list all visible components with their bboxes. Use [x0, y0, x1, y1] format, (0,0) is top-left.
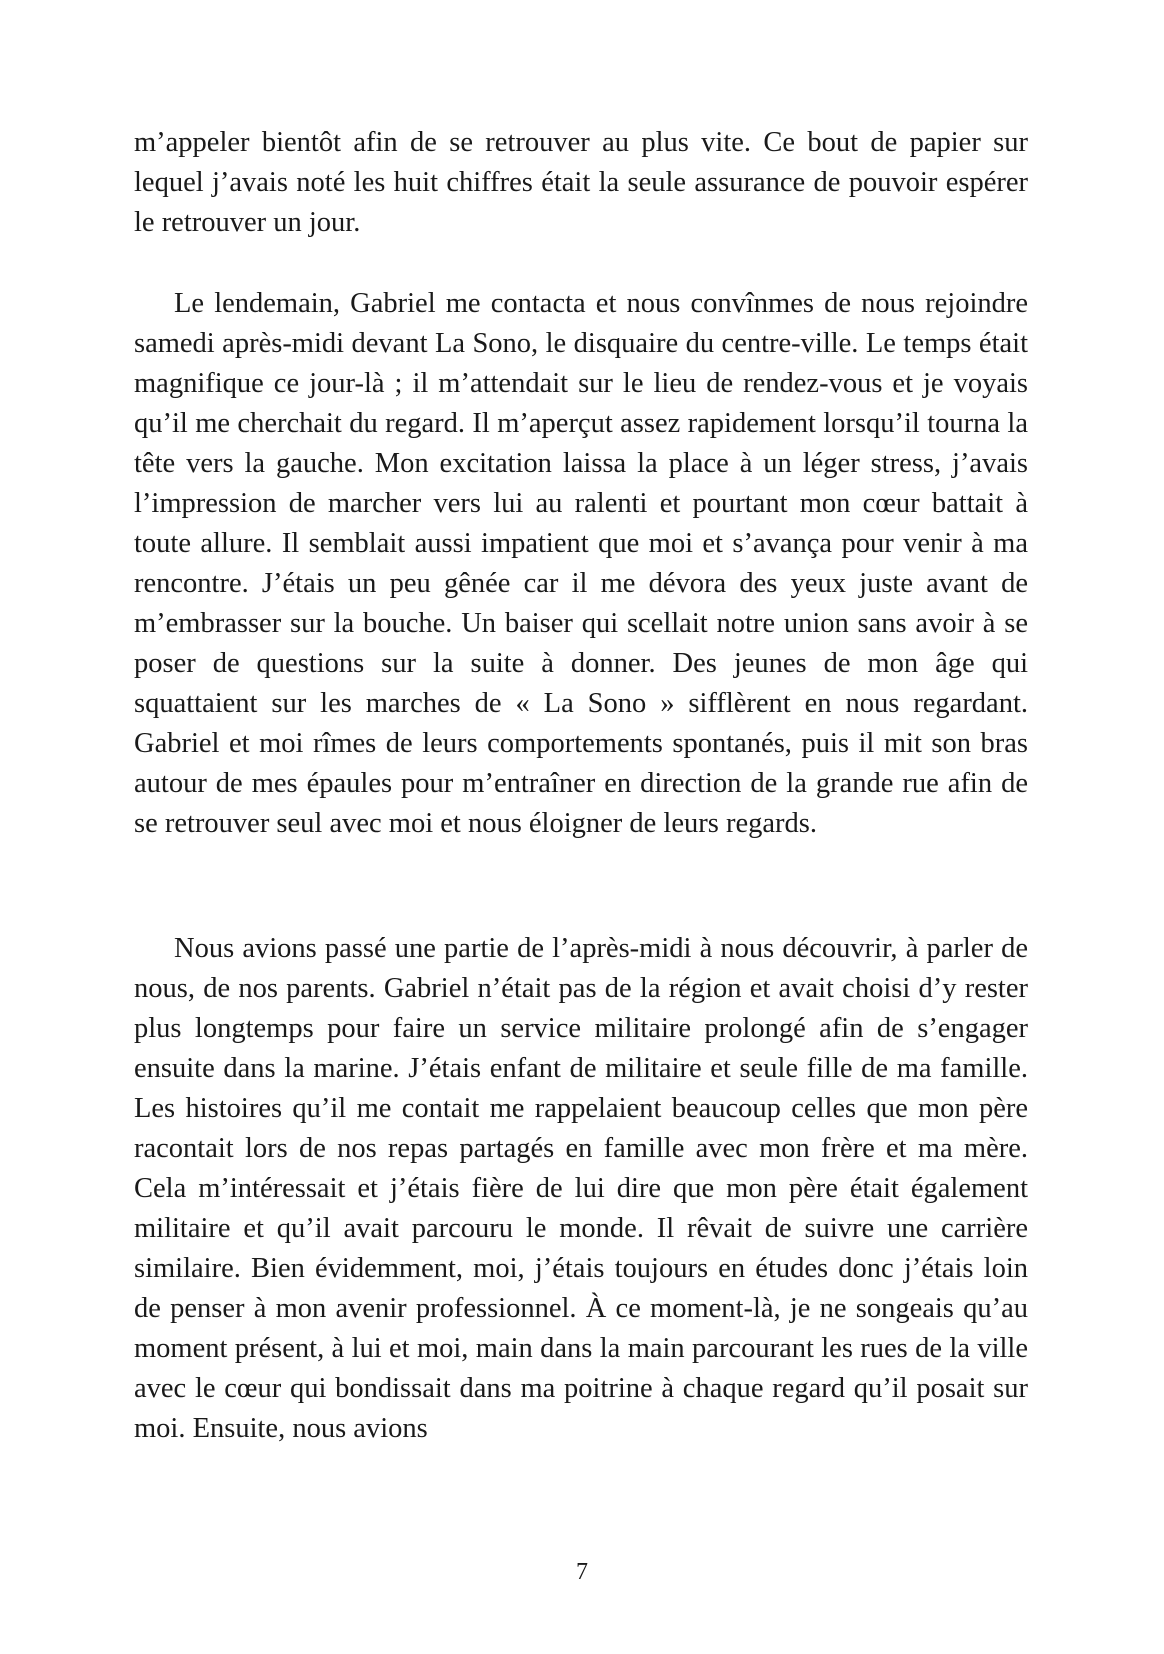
paragraph-1-text: m’appeler bientôt afin de se retrouver au plus vite. Ce bout de papier sur lequel j’avais noté les huit chiffres était la seule assurance de pouvoir espérer le retrouver un jour. [134, 127, 1028, 238]
body-paragraph-continued [134, 123, 1028, 243]
body-paragraph [134, 284, 1028, 844]
paragraph-3-text: Nous avions passé une partie de l’après-midi à nous découvrir, à parler de nous, de nos parents. Gabriel n’était pas de la région et avait choisi d’y rester plus longtemps pour faire un service militaire prolongé afin de s’engager ensuite dans la marine. J’étais enfant de militaire et seule fille de ma famille. Les histoires qu’il me contait me rappelaient beaucoup celles que mon père racontait lors de nos repas partagés en famille avec mon frère et ma mère. Cela m’intéressait et j’étais fière de lui dire que mon père était également militaire et qu’il avait parcouru le monde. Il rêvait de suivre une carrière similaire. Bien évidemment, moi, j’étais toujours en études donc j’étais loin de penser à mon avenir professionnel. À ce moment-là, je ne songeais qu’au moment présent, à lui et moi, main dans la main parcourant les rues de la ville avec le cœur qui bondissait dans ma poitrine à chaque regard qu’il posait sur moi. Ensuite, nous avions [134, 933, 1028, 1444]
paragraph-2-text: Le lendemain, Gabriel me contacta et nous convînmes de nous rejoindre samedi après-midi devant La Sono, le disquaire du centre-ville. Le temps était magnifique ce jour-là ; il m’attendait sur le lieu de rendez-vous et je voyais qu’il me cherchait du regard. Il m’aperçut assez rapidement lorsqu’il tourna la tête vers la gauche. Mon excitation laissa la place à un léger stress, j’avais l’impression de marcher vers lui au ralenti et pourtant mon cœur battait à toute allure. Il semblait aussi impatient que moi et s’avança pour venir à ma rencontre. J’étais un peu gênée car il me dévora des yeux juste avant de m’embrasser sur la bouche. Un baiser qui scellait notre union sans avoir à se poser de questions sur la suite à donner. Des jeunes de mon âge qui squattaient sur les marches de « La Sono » sifflèrent en nous regardant. Gabriel et moi rîmes de leurs comportements spontanés, puis il mit son bras autour de mes épaules pour m’entraîner en direction de la grande rue afin de se retrouver seul avec moi et nous éloigner de leurs regards. [134, 288, 1028, 839]
page-number: 7 [576, 1559, 588, 1585]
body-paragraph [134, 929, 1028, 1449]
